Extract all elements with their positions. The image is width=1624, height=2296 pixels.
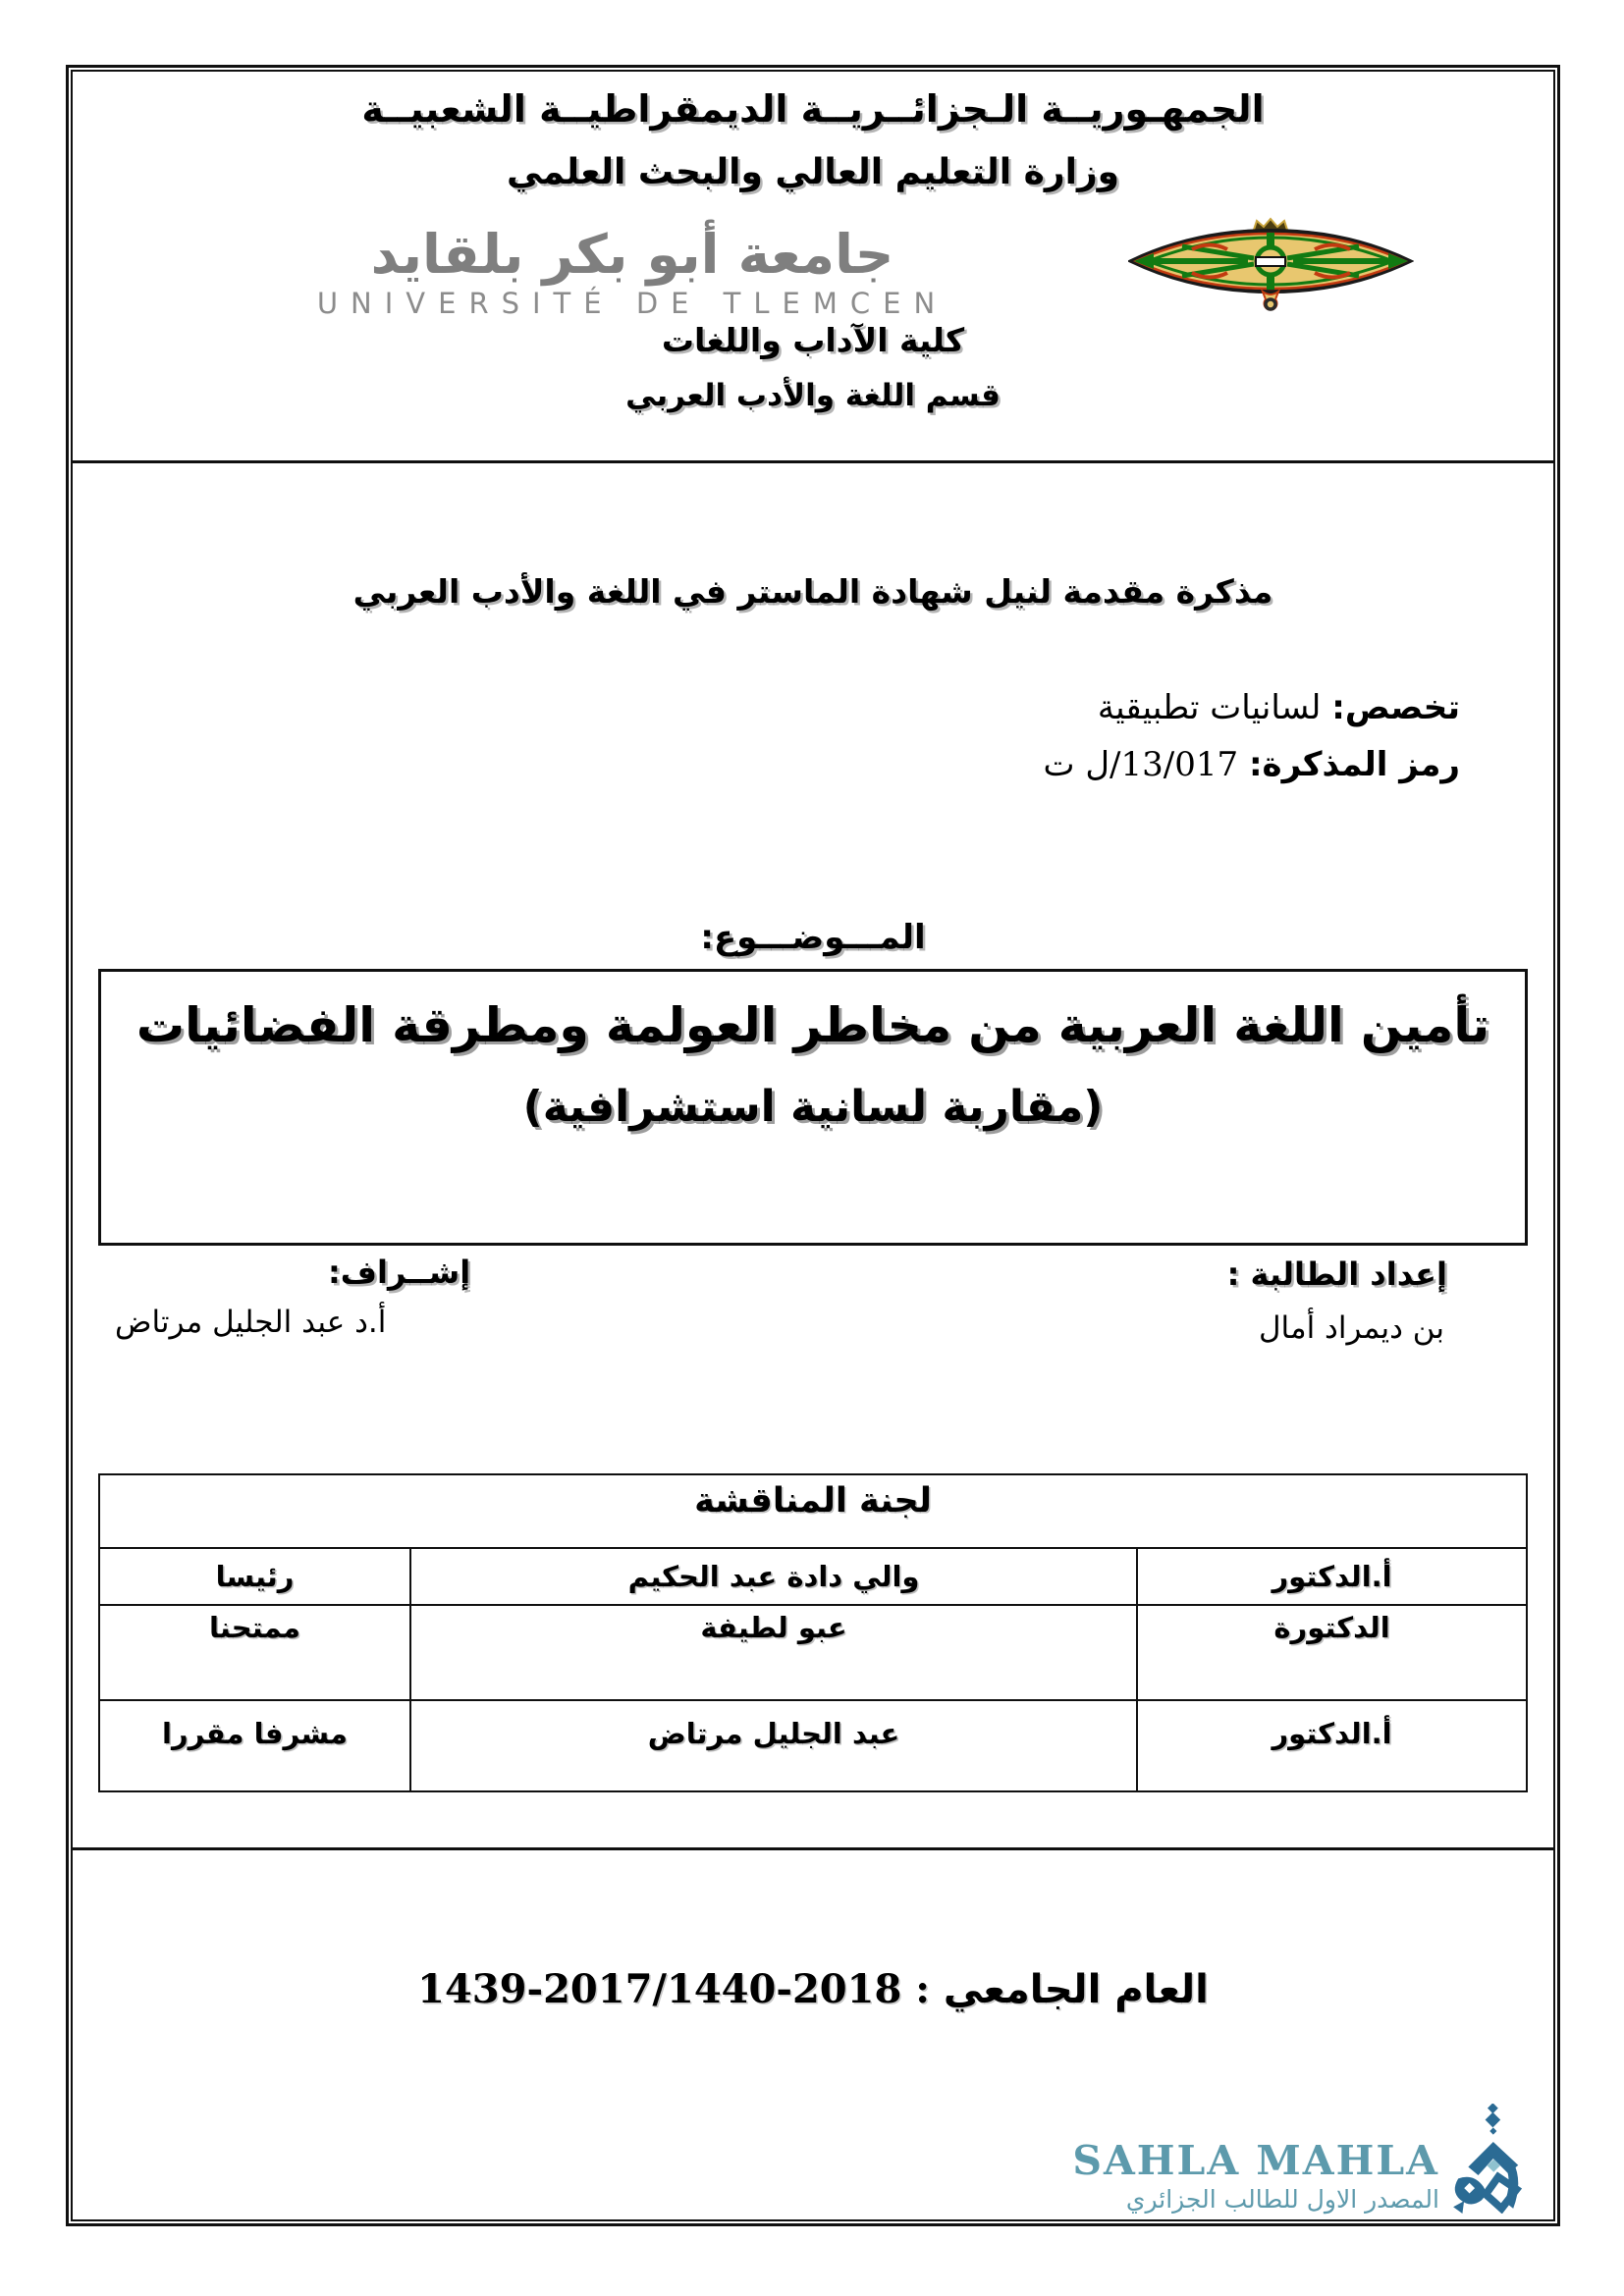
table-header-row: [99, 1474, 1527, 1548]
memo-code-line: [1044, 745, 1460, 784]
subject-label: المـــوضـــوع:: [700, 918, 926, 957]
memo-code-value: 13/017/ل ت: [1043, 745, 1239, 784]
committee-title: لجنة المناقشة: [99, 1474, 1527, 1548]
member-role: ممتحنا: [99, 1605, 410, 1700]
thesis-statement: مذكرة مقدمة لنيل شهادة الماستر في اللغة والأدب العربي: [352, 572, 1273, 611]
supervisor-name: أ.د عبد الجليل مرتاض: [115, 1305, 387, 1340]
specialty-value: لسانيات تطبيقية: [1097, 688, 1322, 727]
academic-year: العام الجامعي : 2018-2017/1440-1439: [417, 1966, 1209, 2012]
thesis-subtitle: (مقاربة لسانية استشرافية): [522, 1082, 1104, 1132]
member-name: والي دادة عبد الحكيم: [410, 1548, 1137, 1605]
table-row: [99, 1548, 1527, 1605]
committee-table: [98, 1473, 1528, 1792]
student-name: بن ديمراد أمال: [1259, 1310, 1444, 1346]
member-name: عبو لطيفة: [410, 1605, 1137, 1700]
page-border-inner: [71, 70, 1555, 2221]
member-name: عبد الجليل مرتاض: [410, 1700, 1137, 1791]
supervisor-label: إشــراف:: [328, 1254, 471, 1291]
university-logo: [190, 225, 1074, 320]
sahla-mahla-watermark: [1072, 2104, 1534, 2214]
sahla-mahla-name: SAHLA MAHLA: [1072, 2137, 1439, 2184]
university-name-arabic: جامعة أبو بكر بلقايد: [370, 223, 894, 286]
member-title: أ.الدكتور: [1137, 1548, 1527, 1605]
university-name-french: UNIVERSITÉ DE TLEMCEN: [316, 286, 948, 320]
thesis-main-title: تأمين اللغة العربية من مخاطر العولمة ومطرقة الفضائيات: [135, 997, 1490, 1053]
page-border: [66, 65, 1560, 2226]
department-title: قسم اللغة والأدب العربي: [625, 378, 1001, 413]
republic-title: الجمهـوريــة الـجزائــريــة الديمقراطيــة الشعبيــة: [361, 87, 1265, 131]
specialty-label: تخصص:: [1331, 688, 1460, 727]
sahla-mahla-text: [1072, 2137, 1439, 2214]
sahla-mahla-tagline: المصدر الاول للطالب الجزائري: [1125, 2185, 1439, 2214]
member-title: أ.الدكتور: [1137, 1700, 1527, 1791]
faculty-title: كلية الآداب واللغات: [661, 321, 965, 359]
member-role: مشرفا مقررا: [99, 1700, 410, 1791]
member-role: رئيسا: [99, 1548, 410, 1605]
section-divider-top: [73, 460, 1553, 463]
student-label: إعداد الطالبة :: [1226, 1255, 1447, 1293]
table-row: [99, 1700, 1527, 1791]
section-divider-bottom: [73, 1847, 1553, 1850]
subject-title-box: [98, 969, 1528, 1246]
university-emblem-icon: [1128, 217, 1414, 315]
member-title: الدكتورة: [1137, 1605, 1527, 1700]
sahla-mahla-logo-icon: [1445, 2104, 1534, 2214]
specialty-line: [1098, 688, 1460, 727]
memo-code-label: رمز المذكرة:: [1248, 745, 1460, 784]
table-row: [99, 1605, 1527, 1700]
ministry-title: وزارة التعليم العالي والبحث العلمي: [506, 152, 1120, 192]
